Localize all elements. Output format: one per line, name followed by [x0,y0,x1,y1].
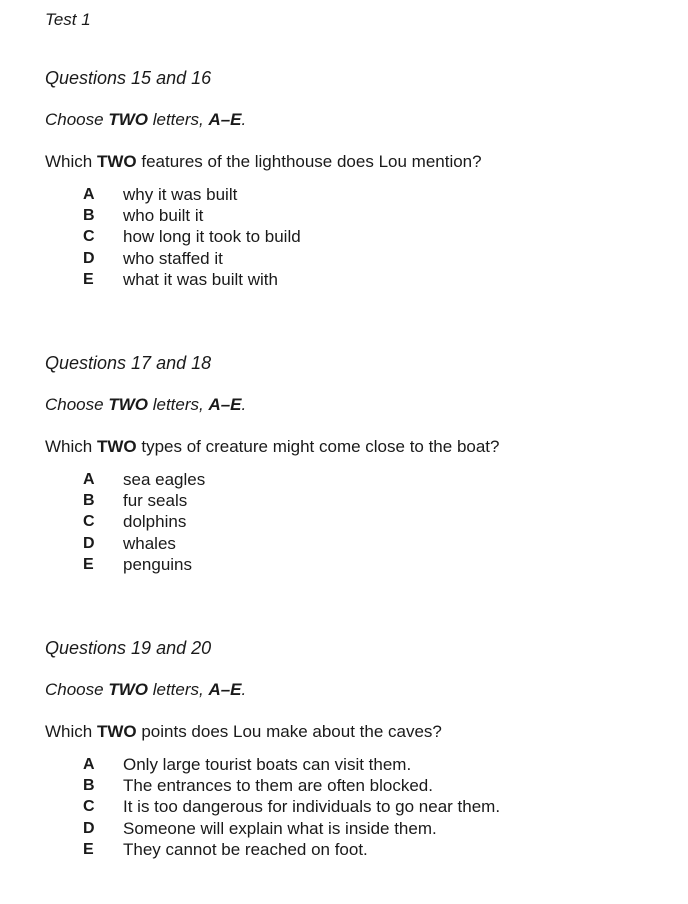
option-text: They cannot be reached on foot. [123,839,368,859]
option-letter: D [83,249,95,267]
option-letter: A [83,186,95,203]
option-letter: B [83,492,95,510]
option-letter: B [83,207,95,225]
option-a [83,469,205,490]
instruction: Choose TWO letters, A–E. [45,395,247,414]
question-block-17-18 [45,351,665,574]
option-text: penguins [123,554,193,574]
option-text: fur seals [123,491,188,511]
instruction: Choose TWO letters, A–E. [45,680,247,699]
option-a [83,184,301,205]
option-a [83,754,500,775]
option-text: whales [123,533,176,553]
question-stem: Which TWO points does Lou make about the caves? [45,722,442,741]
option-letter: B [83,777,95,795]
question-heading: Questions 19 and 20 [45,638,212,658]
option-c [83,796,500,817]
option-d [83,248,301,269]
option-text: sea eagles [123,470,206,489]
option-letter: E [83,555,94,573]
option-text: Only large tourist boats can visit them. [123,755,412,774]
question-block-19-20 [45,636,665,859]
option-text: It is too dangerous for individuals to go near them. [123,797,501,817]
option-letter: E [83,270,94,288]
page-header: Test 1 [45,10,91,29]
option-text: why it was built [123,185,238,204]
option-text: what it was built with [123,269,278,289]
option-text: Someone will explain what is inside them. [123,818,437,838]
option-letter: C [83,798,95,816]
option-text: who staffed it [123,248,223,268]
option-d [83,818,500,839]
option-text: who built it [123,206,204,226]
option-b [83,205,301,226]
option-text: how long it took to build [123,227,301,247]
option-letter: A [83,471,95,488]
question-heading: Questions 15 and 16 [45,68,212,88]
question-block-15-16 [45,66,665,289]
option-e [83,554,205,575]
option-e [83,839,500,860]
option-b [83,490,205,511]
option-d [83,533,205,554]
question-heading: Questions 17 and 18 [45,353,212,373]
option-letter: D [83,534,95,552]
option-letter: D [83,819,95,837]
option-e [83,269,301,290]
option-b [83,775,500,796]
instruction: Choose TWO letters, A–E. [45,110,247,129]
option-letter: C [83,513,95,531]
option-letter: A [83,756,95,773]
question-stem: Which TWO features of the lighthouse does Lou mention? [45,152,482,171]
option-list [83,754,500,860]
option-c [83,511,205,532]
option-list [83,469,205,575]
option-c [83,226,301,247]
question-stem: Which TWO types of creature might come close to the boat? [45,437,500,456]
option-text: dolphins [123,512,187,532]
option-letter: E [83,840,94,858]
option-list [83,184,301,290]
option-text: The entrances to them are often blocked. [123,776,433,796]
option-letter: C [83,228,95,246]
